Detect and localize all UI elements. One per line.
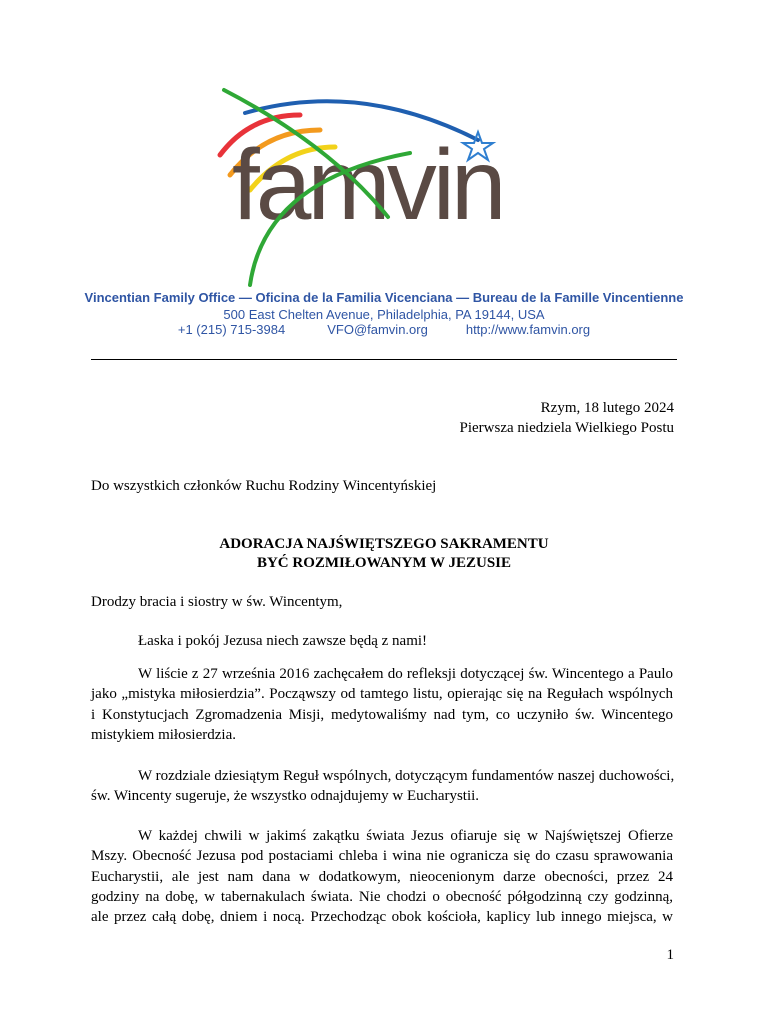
- paragraph-3: [91, 766, 673, 807]
- paragraph-line: Eucharystii, ale jest nam dana w dodatkowym, nieocenionym darze obecności, przez 24: [91, 868, 673, 885]
- logo-wordmark: famvin: [232, 129, 503, 241]
- paragraph-line: Mszy. Obecność Jezusa pod postaciami chleba i wina nie ogranicza się do czasu sprawowania: [91, 848, 673, 865]
- paragraph-line: W rozdziale dziesiątym Reguł wspólnych, dotyczącym fundamentów naszej duchowości,: [138, 768, 675, 784]
- phone: +1 (215) 715-3984: [177, 322, 286, 337]
- email-link[interactable]: VFO@famvin.org: [327, 322, 428, 337]
- page-number: 1: [666, 947, 674, 963]
- paragraph-line: ale przez całą dobę, dniem i nocą. Przechodząc obok kościoła, kaplicy lub innego miejsca, w: [91, 909, 673, 926]
- website-link[interactable]: http://www.famvin.org: [465, 322, 591, 337]
- paragraph-4: [91, 826, 673, 927]
- title-line-2: BYĆ ROZMIŁOWANYM W JEZUSIE: [256, 555, 512, 571]
- address-line: 500 East Chelten Avenue, Philadelphia, PA 19144, USA: [223, 307, 545, 322]
- paragraph-line: Łaska i pokój Jezusa niech zawsze będą z nami!: [138, 633, 428, 649]
- paragraph-line: mistykiem miłosierdzia.: [91, 726, 236, 743]
- paragraph-2: [91, 664, 673, 745]
- contact-line: [0, 322, 768, 337]
- header-divider: [91, 359, 677, 360]
- paragraph-line: i Konstytucjach Zgromadzenia Misji, medytowaliśmy nad tym, co uczyniło św. Wincentego: [91, 706, 673, 723]
- paragraph-1: [91, 631, 673, 651]
- paragraph-line: godziny na dobę, w tabernakulach świata. Nie chodzi o obecność półgodzinną czy godzinną,: [91, 888, 673, 905]
- title-line-1: ADORACJA NAJŚWIĘTSZEGO SAKRAMENTU: [219, 536, 549, 552]
- salutation: Drodzy bracia i siostry w św. Wincentym,: [91, 594, 343, 610]
- paragraph-line: W każdej chwili w jakimś zakątku świata Jezus ofiaruje się w Najświętszej Ofierze: [138, 828, 673, 844]
- paragraph-line: W liście z 27 września 2016 zachęcałem do refleksji dotyczącej św. Wincentego a Paulo: [138, 666, 673, 682]
- occasion: Pierwsza niedziela Wielkiego Postu: [459, 420, 674, 436]
- org-line: Vincentian Family Office — Oficina de la Familia Vicenciana — Bureau de la Famille Vincentienne: [84, 290, 684, 305]
- date: Rzym, 18 lutego 2024: [540, 400, 674, 416]
- famvin-logo: [210, 85, 560, 290]
- paragraph-line: jako „mistyka miłosierdzia”. Począwszy od tamtego listu, opierając się na Regułach wspólnych: [91, 686, 673, 703]
- addressee: Do wszystkich członków Ruchu Rodziny Wincentyńskiej: [91, 478, 437, 494]
- paragraph-line: św. Wincenty sugeruje, że wszystko odnajdujemy w Eucharystii.: [91, 788, 480, 805]
